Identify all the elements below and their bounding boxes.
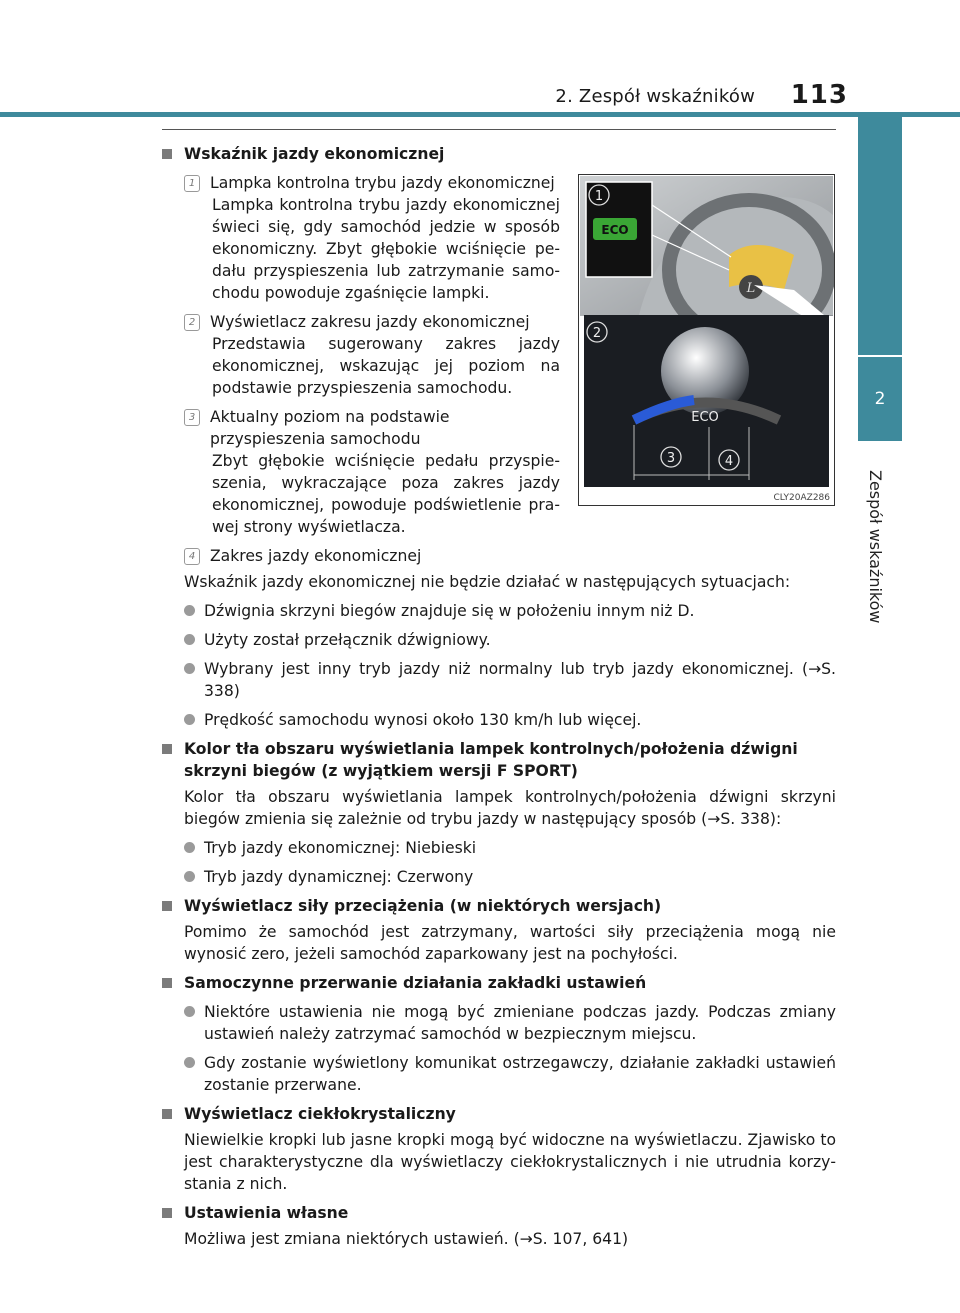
list-item xyxy=(184,406,560,538)
bullet-text: Prędkość samochodu wynosi około 130 km/h lub więcej. xyxy=(204,711,642,729)
item-title: Lampka kontrolna trybu jazdy ekonomicznej xyxy=(210,174,555,192)
section-customization xyxy=(160,1202,836,1250)
item-number: 1 xyxy=(184,175,200,192)
bullet-dot xyxy=(184,1057,195,1068)
section-title: Wyświetlacz siły przeciążenia (w niektórych wersjach) xyxy=(184,897,662,915)
bullet-dot xyxy=(184,842,195,853)
section-text: Możliwa jest zmiana niektórych ustawień. (→S. 107, 641) xyxy=(184,1230,629,1248)
item-description: Przedstawia sugerowany zakres jazdy ekonomicznej, wskazując jej poziom na podstawie przyspieszenia samochodu. xyxy=(212,335,560,397)
section-auto-cancel xyxy=(160,972,836,1096)
bullet-dot xyxy=(184,663,195,674)
content-top-rule xyxy=(162,129,836,130)
bullet-dot xyxy=(184,1006,195,1017)
svg-text:L: L xyxy=(746,281,756,296)
section-lcd xyxy=(160,1103,836,1195)
eco-item-list xyxy=(184,172,560,567)
section-gforce-display xyxy=(160,895,836,965)
side-tab-title: Zespół wskaźników xyxy=(866,470,885,624)
bullet-item xyxy=(184,837,836,859)
list-item xyxy=(184,172,560,304)
bullet-item xyxy=(184,600,836,622)
bullet-item xyxy=(184,709,836,731)
gauge-eco-label: ECO xyxy=(691,410,719,425)
section-text: Kolor tła obszaru wyświetlania lampek kontrolnych/położenia dźwigni skrzyni biegów zmienia się zależnie od trybu jazdy w następujący sposób (→S. 338): xyxy=(184,788,836,828)
callout-2: 2 xyxy=(592,326,602,341)
bullet-dot xyxy=(184,871,195,882)
section-marker xyxy=(162,901,172,911)
side-tab-bar xyxy=(858,117,902,355)
section-text: Pomimo że samochód jest zatrzymany, wartości siły przeciążenia mogą nie wynosić zero, jeżeli samochód zaparkowany jest na pochyłości. xyxy=(184,923,836,963)
list-item xyxy=(184,545,560,567)
bullet-text: Dźwignia skrzyni biegów znajduje się w położeniu innym niż D. xyxy=(204,602,695,620)
section-marker xyxy=(162,1109,172,1119)
callout-3: 3 xyxy=(666,451,676,466)
list-item xyxy=(184,311,560,399)
section-marker xyxy=(162,978,172,988)
section-background-color xyxy=(160,738,836,888)
callout-1: 1 xyxy=(594,189,604,204)
section-text: Niewielkie kropki lub jasne kropki mogą być widoczne na wyświetlaczu. Zjawisko to jest charakterystyczne dla wyświetlaczy ciekłokrystalicznych i nie utrudnia korzystania z nich. xyxy=(184,1131,836,1193)
item-number: 2 xyxy=(184,314,200,331)
section-marker xyxy=(162,149,172,159)
item-title: Aktualny poziom na podstawie przyspieszenia samochodu xyxy=(210,408,450,448)
section-eco-indicator xyxy=(160,143,836,731)
item-title: Wyświetlacz zakresu jazdy ekonomicznej xyxy=(210,313,530,331)
section-marker xyxy=(162,1208,172,1218)
bullet-text: Gdy zostanie wyświetlony komunikat ostrzegawczy, działanie zakładki ustawień zostanie przerwane. xyxy=(204,1054,836,1094)
bullet-text: Tryb jazdy dynamicznej: Czerwony xyxy=(204,868,474,886)
page-content xyxy=(160,136,836,1250)
item-title: Zakres jazdy ekonomicznej xyxy=(210,547,422,565)
callout-4: 4 xyxy=(724,454,734,469)
item-number: 4 xyxy=(184,548,200,565)
figure-code: CLY20AZ286 xyxy=(773,493,830,503)
bullet-item xyxy=(184,658,836,702)
eco-lamp-label: ECO xyxy=(601,223,629,237)
bullet-text: Użyty został przełącznik dźwigniowy. xyxy=(204,631,491,649)
bullet-text: Wybrany jest inny tryb jazdy niż normalny lub tryb jazdy ekonomicznej. (→S. 338) xyxy=(204,660,836,700)
bullet-text: Niektóre ustawienia nie mogą być zmieniane podczas jazdy. Podczas zmiany ustawień należy zatrzymać samochód w bezpiecznym miejscu. xyxy=(204,1003,836,1043)
item-number: 3 xyxy=(184,409,200,426)
bullet-dot xyxy=(184,634,195,645)
section-marker xyxy=(162,744,172,754)
bullet-item xyxy=(184,866,836,888)
section-title: Kolor tła obszaru wyświetlania lampek kontrolnych/położenia dźwigni skrzyni biegów (z wyjątkiem wersji F SPORT) xyxy=(184,740,798,780)
eco-intro-text: Wskaźnik jazdy ekonomicznej nie będzie działać w następujących sytuacjach: xyxy=(184,573,791,591)
header-rule xyxy=(0,112,960,117)
item-description: Zbyt głębokie wciśnięcie pedału przyspieszenia, wykraczające poza zakres jazdy ekonomicznej, powoduje podświetlenie prawej strony wyświetlacza. xyxy=(212,452,560,536)
section-title: Wskaźnik jazdy ekonomicznej xyxy=(184,145,445,163)
page-number: 113 xyxy=(790,80,848,110)
bullet-dot xyxy=(184,605,195,616)
header-title: 2. Zespół wskaźników xyxy=(555,86,755,107)
bullet-text: Tryb jazdy ekonomicznej: Niebieski xyxy=(204,839,477,857)
section-title: Samoczynne przerwanie działania zakładki ustawień xyxy=(184,974,647,992)
bullet-item xyxy=(184,1001,836,1045)
bullet-item xyxy=(184,629,836,651)
side-tab-number: 2 xyxy=(858,357,902,441)
section-title: Wyświetlacz ciekłokrystaliczny xyxy=(184,1105,456,1123)
section-title: Ustawienia własne xyxy=(184,1204,349,1222)
item-description: Lampka kontrolna trybu jazdy ekonomicznej świeci się, gdy samochód jedzie w sposób ekonomiczny. Zbyt głębokie wciśnięcie pedału przyspieszenia lub zatrzymanie samochodu powoduje zgaśnięcie lampki. xyxy=(212,196,560,302)
bullet-dot xyxy=(184,714,195,725)
bullet-item xyxy=(184,1052,836,1096)
